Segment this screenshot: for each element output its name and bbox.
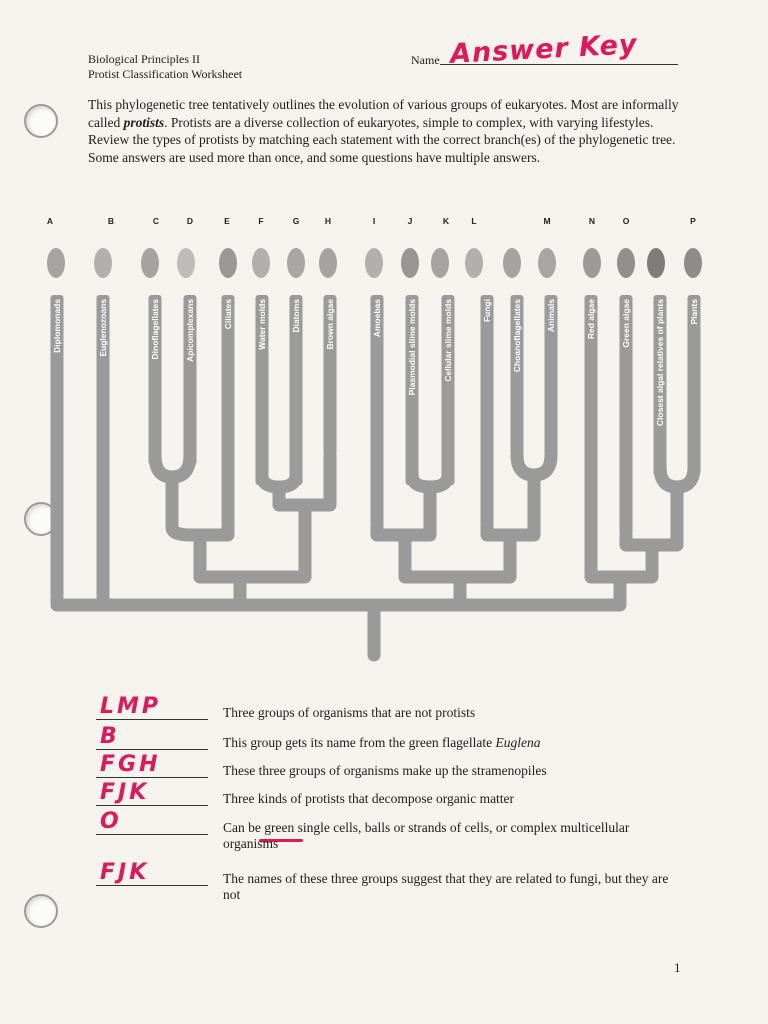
clade-letter-c: C bbox=[152, 216, 160, 226]
group-label-18: Plants bbox=[689, 299, 699, 325]
question-text: These three groups of organisms make up the stramenopiles bbox=[223, 763, 547, 778]
clade-letter-k: K bbox=[442, 216, 450, 226]
group-label-7: Diatoms bbox=[291, 299, 301, 333]
question-text: Can be green single cells, balls or strands of cells, or complex multicellular organisms bbox=[223, 820, 630, 851]
join-green-plants bbox=[626, 487, 677, 545]
organism-icon-3 bbox=[141, 248, 159, 278]
clade-letter-j: J bbox=[407, 216, 413, 226]
join-jk-i bbox=[377, 487, 430, 535]
clade-letter-f: F bbox=[258, 216, 264, 226]
group-label-9: Amoebas bbox=[372, 299, 382, 338]
answer-blank bbox=[96, 834, 208, 835]
clade-letter-e: E bbox=[224, 216, 230, 226]
join-fungi-animals bbox=[487, 475, 534, 535]
clade-letter-b: B bbox=[107, 216, 115, 226]
organism-icon-8 bbox=[319, 248, 337, 278]
answer-blank bbox=[96, 749, 208, 750]
binder-hole-bottom bbox=[24, 894, 58, 928]
intro-emphasis: protists bbox=[123, 114, 165, 130]
question-text-main: This group gets its name from the green flagellate bbox=[223, 735, 496, 750]
branch-12 bbox=[481, 295, 494, 525]
organism-icon-6 bbox=[252, 248, 270, 278]
binder-hole-top bbox=[24, 104, 58, 138]
question-text: Three kinds of protists that decompose organic matter bbox=[223, 791, 515, 806]
organism-icon-10 bbox=[401, 248, 419, 278]
handwritten-answer: O bbox=[100, 809, 122, 834]
clade-letter-i: I bbox=[372, 216, 376, 226]
name-answer-key: Answer Key bbox=[449, 29, 639, 70]
phylogenetic-tree bbox=[0, 205, 768, 665]
base-line bbox=[57, 577, 620, 605]
group-label-5: Ciliates bbox=[223, 299, 233, 330]
clade-letter-m: M bbox=[543, 216, 551, 226]
phylogenetic-tree-diagram bbox=[0, 205, 768, 665]
join-cd-e bbox=[172, 477, 228, 535]
answer-blank bbox=[96, 777, 208, 778]
clade-letter-a: A bbox=[46, 216, 54, 226]
group-label-3: Dinoflagellates bbox=[150, 299, 160, 360]
group-label-12: Fungi bbox=[482, 299, 492, 323]
clade-letter-l: L bbox=[471, 216, 477, 226]
group-label-15: Red algae bbox=[586, 299, 596, 340]
organism-icon-4 bbox=[177, 248, 195, 278]
handwritten-answer: FJK bbox=[100, 780, 150, 805]
intro-paragraph bbox=[88, 96, 688, 166]
group-label-13: Choanoflagellates bbox=[512, 299, 522, 373]
answer-blank bbox=[96, 885, 208, 886]
course-header bbox=[88, 52, 242, 82]
group-label-14: Animals bbox=[546, 299, 556, 333]
clade-letter-d: D bbox=[186, 216, 194, 226]
question-text: Three groups of organisms that are not protists bbox=[223, 705, 476, 720]
organism-icon-1 bbox=[47, 248, 65, 278]
group-label-17: Closest algal relatives of plants bbox=[655, 299, 665, 427]
course-title: Biological Principles II bbox=[88, 52, 200, 66]
handwritten-answer: FJK bbox=[100, 860, 150, 885]
group-label-2: Euglenozoans bbox=[98, 299, 108, 357]
intro-text-1: This phylogenetic tree tentatively outlines the evolution of various groups of eukaryotes. Most are informally called bbox=[88, 97, 679, 130]
organism-icon-15 bbox=[583, 248, 601, 278]
organism-icon-16 bbox=[617, 248, 635, 278]
group-label-4: Apicomplexans bbox=[185, 299, 195, 362]
organism-icon-17 bbox=[647, 248, 665, 278]
clade-letter-p: P bbox=[690, 216, 696, 226]
question-text: The names of these three groups suggest that they are related to fungi, but they are not bbox=[223, 871, 669, 902]
intro-text-2: . Protists are a diverse collection of eukaryotes, simple to complex, with varying lifestyles. Review the types of protists by matching each statement with the correct branch(es) of the phylogenetic tree. Some answers are used more than once, and some questions have multiple answers. bbox=[88, 114, 676, 165]
answer-blank bbox=[96, 719, 208, 720]
clade-letter-g: G bbox=[292, 216, 300, 226]
organism-icon-18 bbox=[684, 248, 702, 278]
organism-icon-11 bbox=[431, 248, 449, 278]
name-label: Name bbox=[411, 53, 440, 67]
organism-icon-9 bbox=[365, 248, 383, 278]
group-label-8: Brown algae bbox=[325, 299, 335, 350]
page-number: 1 bbox=[674, 960, 681, 975]
clade-letter-n: N bbox=[588, 216, 596, 226]
group-label-11: Cellular slime molds bbox=[443, 299, 453, 382]
organism-icon-5 bbox=[219, 248, 237, 278]
clade-letter-o: O bbox=[622, 216, 630, 226]
question-text-emphasis: Euglena bbox=[495, 735, 541, 750]
group-label-16: Green algae bbox=[621, 299, 631, 348]
organism-icon-14 bbox=[538, 248, 556, 278]
handwritten-answer: B bbox=[100, 724, 120, 749]
group-label-10: Plasmodial slime molds bbox=[407, 299, 417, 396]
organism-icon-2 bbox=[94, 248, 112, 278]
question-text bbox=[223, 735, 683, 751]
worksheet-title: Protist Classification Worksheet bbox=[88, 67, 243, 81]
clade-letter-h: H bbox=[324, 216, 332, 226]
organism-icon-13 bbox=[503, 248, 521, 278]
answer-blank bbox=[96, 805, 208, 806]
handwritten-answer: FGH bbox=[100, 752, 161, 777]
handwritten-answer: LMP bbox=[100, 694, 162, 719]
group-label-1: Diplomonads bbox=[52, 299, 62, 353]
group-label-6: Water molds bbox=[257, 299, 267, 350]
organism-icon-12 bbox=[465, 248, 483, 278]
organism-icon-7 bbox=[287, 248, 305, 278]
